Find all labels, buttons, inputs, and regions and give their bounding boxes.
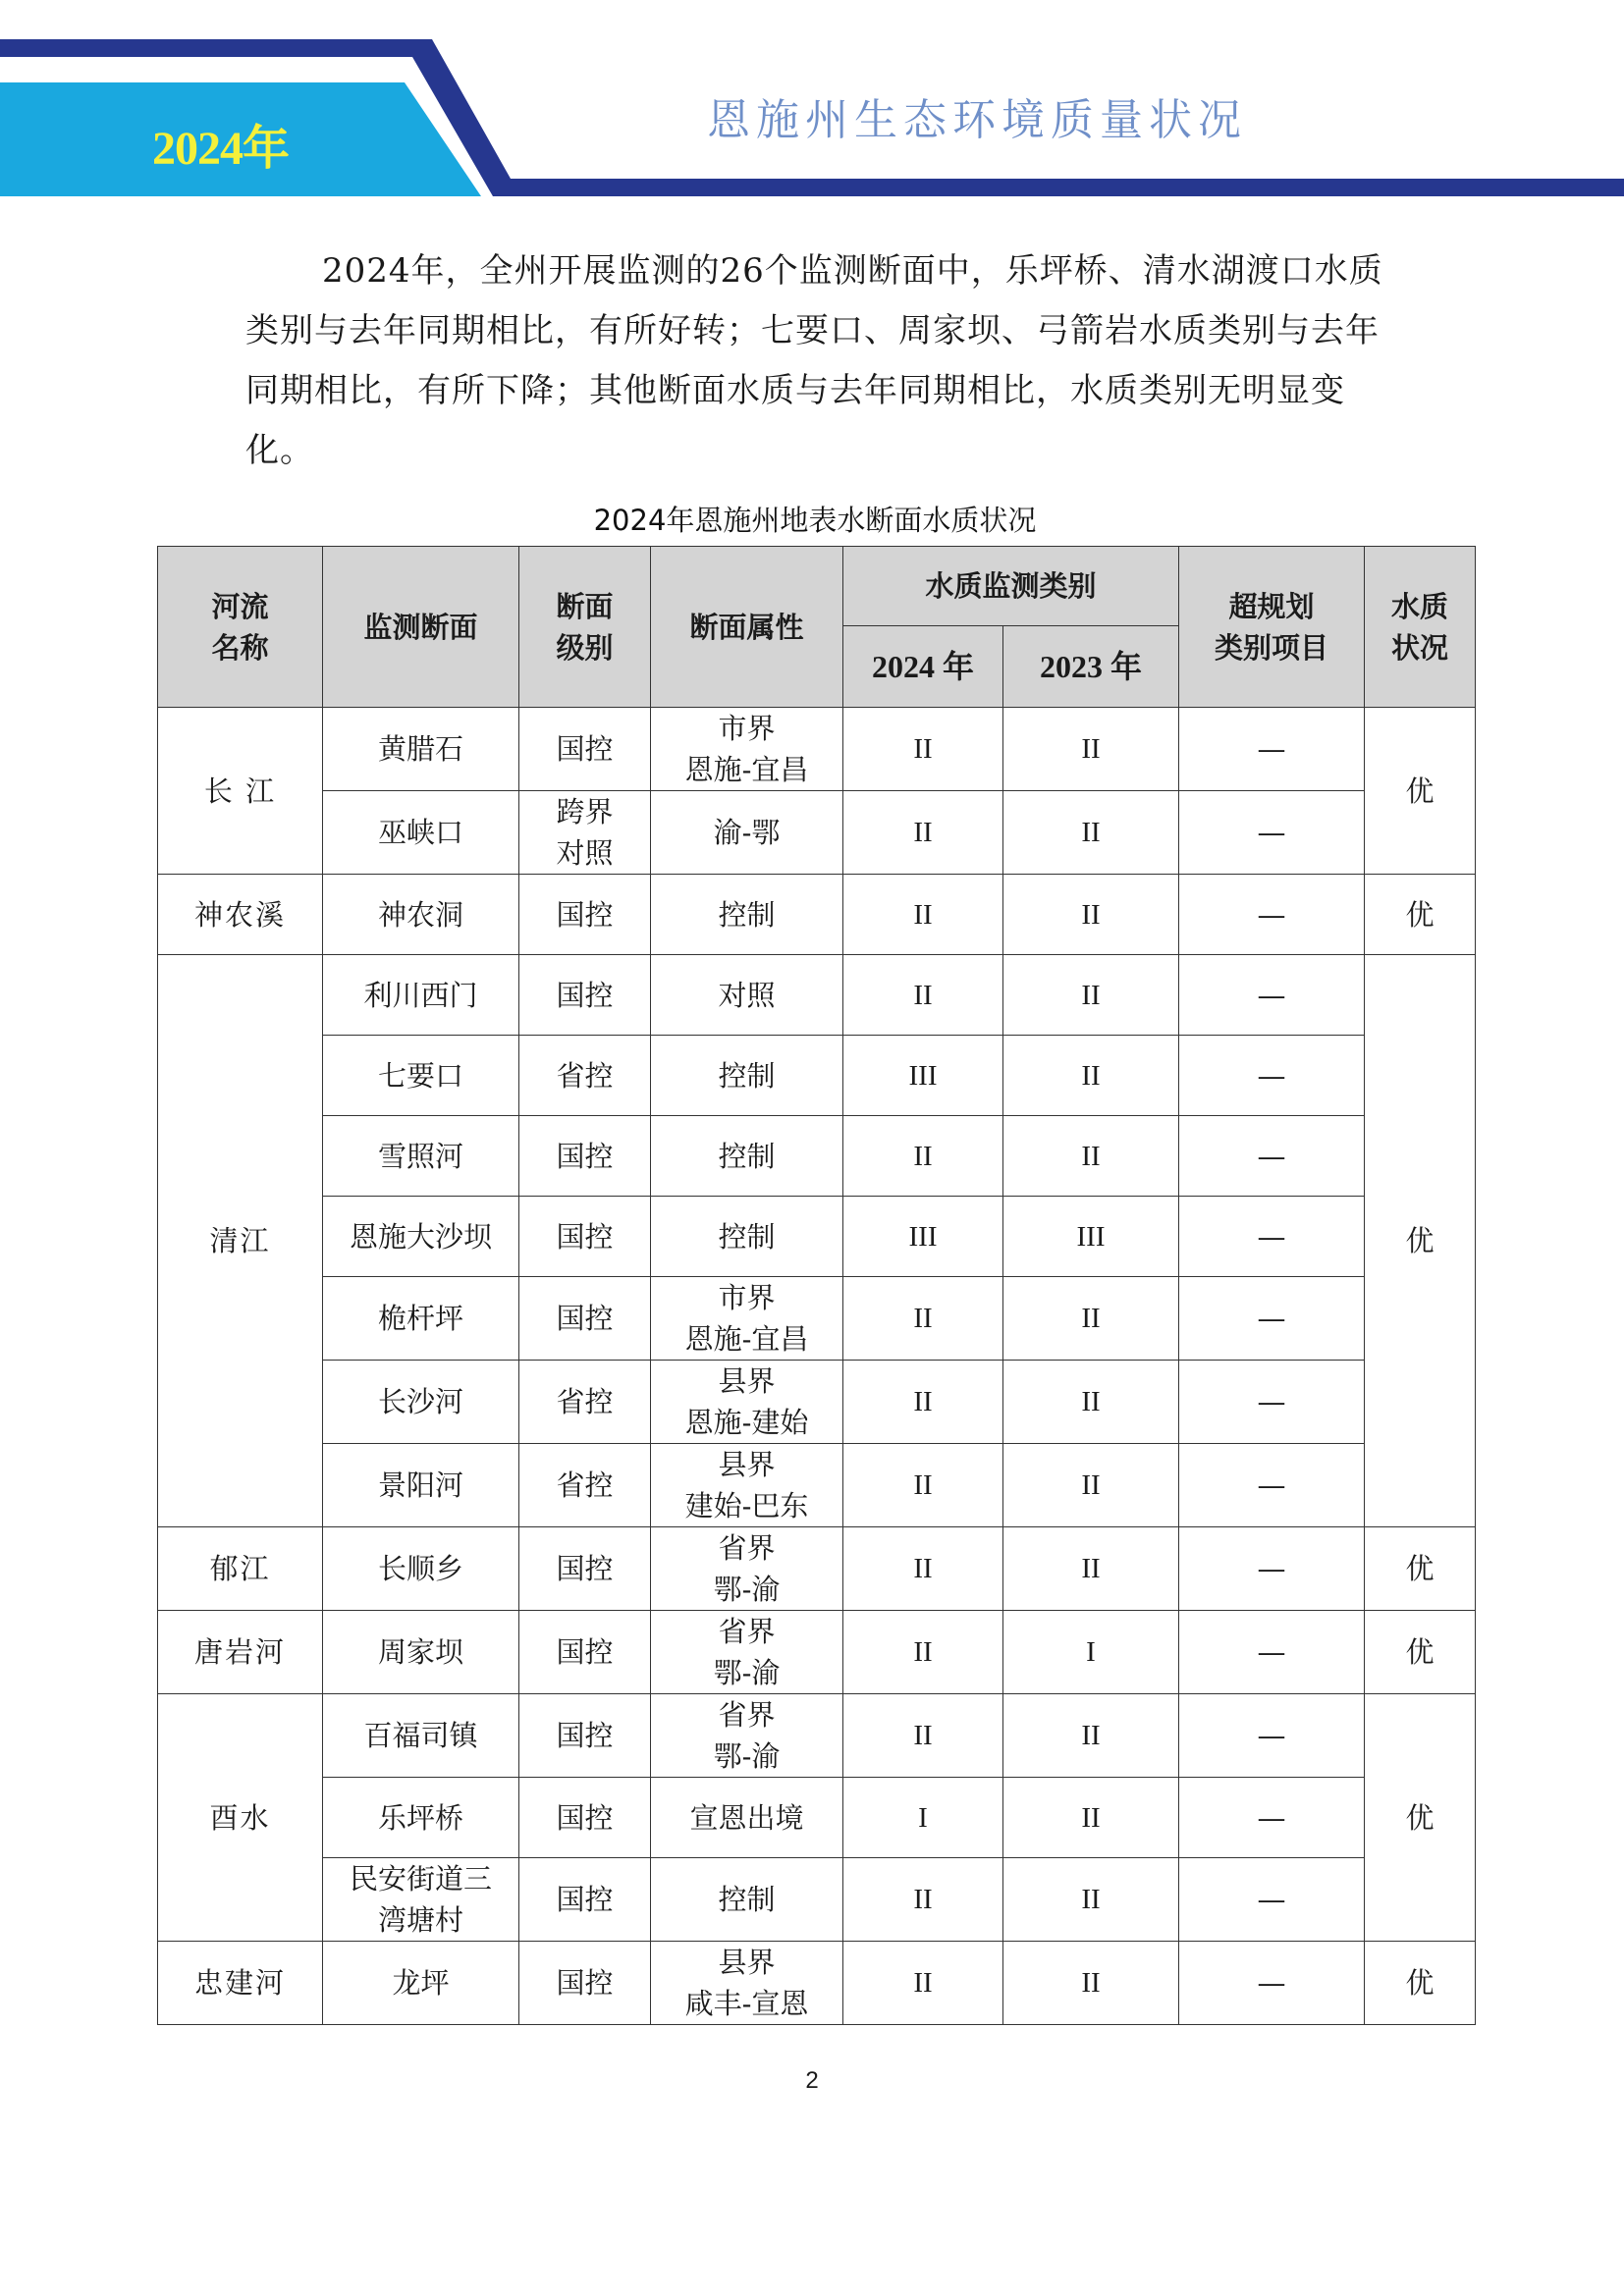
class-2024-cell: II	[843, 1858, 1003, 1942]
attribute-cell	[651, 1036, 843, 1116]
attribute-line: 鄂-渝	[713, 1739, 781, 1773]
class-2024-cell: II	[843, 875, 1003, 955]
attribute-cell	[651, 1611, 843, 1694]
col-status-line1: 水质	[1391, 589, 1449, 623]
class-2024-cell: II	[843, 1444, 1003, 1527]
attribute-line: 县界	[718, 1448, 776, 1481]
level-cell	[519, 791, 651, 875]
level-cell	[519, 1036, 651, 1116]
attribute-line: 控制	[718, 1883, 776, 1916]
col-status	[1365, 547, 1476, 708]
attribute-cell	[651, 708, 843, 791]
exceed-cell: —	[1179, 1036, 1365, 1116]
section-cell: 长沙河	[323, 1361, 519, 1444]
level-line: 国控	[556, 1719, 614, 1752]
class-2023-cell: II	[1003, 1858, 1179, 1942]
intro-paragraph: 2024年，全州开展监测的26个监测断面中，乐坪桥、清水湖渡口水质类别与去年同期相比，有所好转；七要口、周家坝、弓箭岩水质类别与去年同期相比，有所下降；其他断面水质与去年同期相比，水质类别无明显变化。	[245, 251, 1383, 470]
river-name-cell: 神农溪	[158, 875, 323, 955]
class-2024-cell: III	[843, 1197, 1003, 1277]
attribute-cell	[651, 1778, 843, 1858]
col-status-line2: 状况	[1391, 630, 1449, 665]
level-line: 省控	[556, 1385, 614, 1418]
table-row	[158, 1116, 1476, 1197]
level-cell	[519, 708, 651, 791]
col-year-2024: 2024 年	[843, 626, 1003, 708]
section-cell: 七要口	[323, 1036, 519, 1116]
exceed-cell: —	[1179, 875, 1365, 955]
col-year-2023: 2023 年	[1003, 626, 1179, 708]
attribute-line: 控制	[718, 897, 776, 932]
class-2023-cell: II	[1003, 708, 1179, 791]
table-body	[158, 708, 1476, 2025]
table-row	[158, 708, 1476, 791]
level-line: 国控	[556, 897, 614, 932]
class-2023-cell: II	[1003, 1694, 1179, 1778]
class-2024-cell: II	[843, 1942, 1003, 2025]
class-2024-cell: II	[843, 1527, 1003, 1611]
attribute-line: 建始-巴东	[684, 1489, 809, 1522]
level-line: 国控	[556, 1883, 614, 1916]
level-line: 跨界	[556, 795, 614, 828]
exceed-cell: —	[1179, 1611, 1365, 1694]
attribute-line: 控制	[718, 1139, 776, 1173]
river-name-cell: 清江	[158, 955, 323, 1527]
attribute-cell	[651, 1858, 843, 1942]
status-cell: 优	[1365, 1611, 1476, 1694]
class-2023-cell: II	[1003, 1778, 1179, 1858]
col-attribute: 断面属性	[651, 547, 843, 708]
document-title: 恩施州生态环境质量状况	[707, 95, 1247, 145]
col-class-group: 水质监测类别	[843, 547, 1179, 626]
header-banner	[0, 0, 1624, 206]
page-number: 2	[805, 2067, 819, 2094]
attribute-line: 省界	[718, 1531, 776, 1565]
exceed-cell: —	[1179, 1197, 1365, 1277]
attribute-line: 恩施-宜昌	[684, 1322, 809, 1356]
class-2023-cell: II	[1003, 1361, 1179, 1444]
level-line: 国控	[556, 1635, 614, 1669]
level-line: 国控	[556, 1966, 614, 2000]
level-line: 国控	[556, 1219, 614, 1254]
table-row	[158, 1611, 1476, 1694]
river-name-cell: 唐岩河	[158, 1611, 323, 1694]
attribute-line: 县界	[718, 1364, 776, 1398]
river-name-cell: 长 江	[158, 708, 323, 875]
status-cell: 优	[1365, 1942, 1476, 2025]
table-row	[158, 1694, 1476, 1778]
status-cell: 优	[1365, 708, 1476, 875]
col-exceed-line1: 超规划	[1228, 589, 1315, 623]
year-label: 2024年	[152, 123, 290, 175]
exceed-cell: —	[1179, 1527, 1365, 1611]
attribute-line: 宣恩出境	[689, 1800, 804, 1835]
attribute-line: 恩施-建始	[684, 1406, 809, 1439]
level-cell	[519, 1778, 651, 1858]
attribute-line: 市界	[718, 1281, 776, 1314]
attribute-line: 鄂-渝	[713, 1573, 781, 1606]
level-cell	[519, 1694, 651, 1778]
table-row	[158, 1778, 1476, 1858]
attribute-line: 省界	[718, 1615, 776, 1648]
attribute-line: 省界	[718, 1698, 776, 1732]
attribute-cell	[651, 1197, 843, 1277]
class-2024-cell: II	[843, 1116, 1003, 1197]
class-2023-cell: II	[1003, 1527, 1179, 1611]
class-2024-cell: II	[843, 955, 1003, 1036]
status-cell: 优	[1365, 1694, 1476, 1942]
attribute-cell	[651, 1116, 843, 1197]
col-river-name-line2: 名称	[211, 630, 269, 665]
section-cell: 景阳河	[323, 1444, 519, 1527]
attribute-cell	[651, 1527, 843, 1611]
section-cell: 百福司镇	[323, 1694, 519, 1778]
col-level-line1: 断面	[556, 589, 614, 623]
table-row	[158, 875, 1476, 955]
attribute-cell	[651, 875, 843, 955]
table-row	[158, 1444, 1476, 1527]
exceed-cell: —	[1179, 708, 1365, 791]
exceed-cell: —	[1179, 1694, 1365, 1778]
class-2023-cell: II	[1003, 791, 1179, 875]
attribute-line: 渝-鄂	[713, 816, 781, 849]
class-2023-cell: II	[1003, 1277, 1179, 1361]
table-row	[158, 1036, 1476, 1116]
exceed-cell: —	[1179, 1444, 1365, 1527]
class-2023-cell: II	[1003, 1036, 1179, 1116]
attribute-cell	[651, 1942, 843, 2025]
exceed-cell: —	[1179, 955, 1365, 1036]
col-level-line2: 级别	[556, 630, 614, 665]
section-cell	[323, 1858, 519, 1942]
exceed-cell: —	[1179, 1277, 1365, 1361]
section-cell: 巫峡口	[323, 791, 519, 875]
class-2023-cell: II	[1003, 875, 1179, 955]
level-cell	[519, 1116, 651, 1197]
level-line: 国控	[556, 1800, 614, 1835]
attribute-cell	[651, 1361, 843, 1444]
status-cell: 优	[1365, 955, 1476, 1527]
level-line: 国控	[556, 1552, 614, 1585]
class-2024-cell: II	[843, 1611, 1003, 1694]
class-2024-cell: I	[843, 1778, 1003, 1858]
class-2023-cell: II	[1003, 955, 1179, 1036]
col-exceed-line2: 类别项目	[1215, 630, 1329, 665]
level-cell	[519, 1527, 651, 1611]
river-name-cell: 忠建河	[158, 1942, 323, 2025]
river-name-cell: 郁江	[158, 1527, 323, 1611]
class-2023-cell: II	[1003, 1942, 1179, 2025]
level-cell	[519, 1611, 651, 1694]
attribute-line: 鄂-渝	[713, 1656, 781, 1689]
col-exceed	[1179, 547, 1365, 708]
class-2024-cell: II	[843, 708, 1003, 791]
col-river-name	[158, 547, 323, 708]
class-2023-cell: I	[1003, 1611, 1179, 1694]
table-row	[158, 1361, 1476, 1444]
exceed-cell: —	[1179, 1942, 1365, 2025]
exceed-cell: —	[1179, 791, 1365, 875]
river-name-cell: 酉水	[158, 1694, 323, 1942]
level-line: 国控	[556, 1302, 614, 1335]
attribute-cell	[651, 1444, 843, 1527]
attribute-cell	[651, 1277, 843, 1361]
level-line: 省控	[556, 1468, 614, 1502]
section-cell: 恩施大沙坝	[323, 1197, 519, 1277]
header-row	[158, 547, 1476, 626]
section-cell: 周家坝	[323, 1611, 519, 1694]
attribute-line: 对照	[718, 978, 776, 1012]
attribute-cell	[651, 955, 843, 1036]
level-line: 对照	[556, 836, 614, 870]
level-cell	[519, 955, 651, 1036]
section-cell: 长顺乡	[323, 1527, 519, 1611]
section-cell: 龙坪	[323, 1942, 519, 2025]
attribute-cell	[651, 1694, 843, 1778]
table-row	[158, 1942, 1476, 2025]
level-line: 国控	[556, 1139, 614, 1173]
level-cell	[519, 1361, 651, 1444]
attribute-line: 控制	[718, 1058, 776, 1093]
level-line: 国控	[556, 978, 614, 1012]
exceed-cell: —	[1179, 1361, 1365, 1444]
col-level	[519, 547, 651, 708]
table-row	[158, 1197, 1476, 1277]
section-cell: 乐坪桥	[323, 1778, 519, 1858]
level-cell	[519, 1197, 651, 1277]
attribute-line: 市界	[718, 712, 776, 745]
class-2024-cell: III	[843, 1036, 1003, 1116]
level-cell	[519, 1942, 651, 2025]
attribute-line: 咸丰-宣恩	[684, 1987, 809, 2020]
table-row	[158, 1858, 1476, 1942]
level-cell	[519, 1277, 651, 1361]
attribute-line: 控制	[718, 1219, 776, 1254]
table-row	[158, 1527, 1476, 1611]
section-cell: 黄腊石	[323, 708, 519, 791]
class-2023-cell: III	[1003, 1197, 1179, 1277]
level-cell	[519, 1858, 651, 1942]
section-line: 湾塘村	[377, 1903, 463, 1937]
class-2023-cell: II	[1003, 1116, 1179, 1197]
status-cell: 优	[1365, 1527, 1476, 1611]
class-2024-cell: II	[843, 1694, 1003, 1778]
level-line: 国控	[556, 732, 614, 766]
col-section: 监测断面	[323, 547, 519, 708]
table-row	[158, 791, 1476, 875]
attribute-cell	[651, 791, 843, 875]
level-line: 省控	[556, 1058, 614, 1093]
table-row	[158, 1277, 1476, 1361]
class-2023-cell: II	[1003, 1444, 1179, 1527]
exceed-cell: —	[1179, 1858, 1365, 1942]
section-cell: 桅杆坪	[323, 1277, 519, 1361]
level-cell	[519, 1444, 651, 1527]
section-cell: 利川西门	[323, 955, 519, 1036]
level-cell	[519, 875, 651, 955]
section-cell: 神农洞	[323, 875, 519, 955]
status-cell: 优	[1365, 875, 1476, 955]
exceed-cell: —	[1179, 1778, 1365, 1858]
table-caption: 2024年恩施州地表水断面水质状况	[593, 504, 1037, 537]
water-quality-table	[157, 546, 1476, 2025]
class-2024-cell: II	[843, 1361, 1003, 1444]
class-2024-cell: II	[843, 1277, 1003, 1361]
class-2024-cell: II	[843, 791, 1003, 875]
section-line: 民安街道三	[349, 1862, 492, 1896]
attribute-line: 县界	[718, 1946, 776, 1979]
section-cell: 雪照河	[323, 1116, 519, 1197]
col-river-name-line1: 河流	[211, 589, 269, 623]
exceed-cell: —	[1179, 1116, 1365, 1197]
attribute-line: 恩施-宜昌	[684, 753, 809, 786]
table-row	[158, 955, 1476, 1036]
